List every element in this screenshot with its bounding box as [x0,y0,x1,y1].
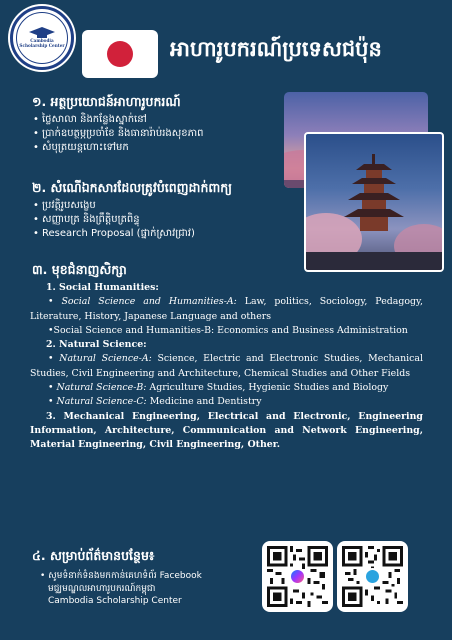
flag-sun [107,41,133,67]
majors-section [32,262,127,281]
benefits-section [32,94,203,155]
japan-flag [82,30,158,78]
natural-science-c: • Natural Science-C: Medicine and Dentistry [48,396,262,408]
majors-body [30,281,423,453]
natural-science-heading: 2. Natural Science: [46,339,147,351]
social-science-b: •Social Science and Humanities-B: Economics and Business Administration [48,324,408,336]
natural-science-b: • Natural Science-B: Agriculture Studies, Hygienic Studies and Biology [48,382,389,394]
documents-section [32,180,232,241]
contact-line: Cambodia Scholarship Center [48,596,182,606]
document-item: • ប្រវត្តិរូបសង្ខេប [32,199,232,213]
contact-line: • សូមទំនាក់ទំនងមកកាន់គេហទំព័រ Facebook [40,571,202,581]
majors-heading: ៣. មុខជំនាញសិក្សា [32,262,127,277]
benefit-item: • ថ្លៃសាលា និងកន្លែងស្នាក់នៅ [32,113,203,127]
engineering-fields: 3. Mechanical Engineering, Electrical and Electronic, Engineering Information, Architecture, Communication and Network Engineering, Material Engineering, Civil Engineering, Other. [30,410,423,451]
social-science-a: • Social Science and Humanities-A: Law, politics, Sociology, Pedagogy, Literature, History, Japanese Language and others [30,296,424,322]
messenger-qr-code[interactable] [262,541,333,612]
contact-line: មជ្ឈមណ្ឌលអាហារូបករណ៍កម្ពុជា [48,583,156,594]
contact-section [32,548,154,567]
logo-name: Cambodia Scholarship Center [19,38,65,48]
telegram-qr-code[interactable] [337,541,408,612]
scholarship-center-logo [10,6,74,70]
contact-info [40,570,202,608]
contact-heading: ៤. សម្រាប់ព័ត៌មានបន្ថែម៖ [32,548,155,563]
documents-heading: ២. សំណើឯកសារដែលត្រូវបំពេញដាក់ពាក្យ [32,180,232,195]
pagoda-photo [304,132,444,272]
document-item: • សញ្ញាបត្រ និងព្រឹត្តិបត្រពិន្ទុ [32,213,232,227]
social-humanities-heading: 1. Social Humanities: [46,282,159,293]
page-title: អាហារូបករណ៍ប្រទេសជប៉ុន [170,37,382,61]
document-item: • Research Proposal (ផ្នាក់ស្រាវជ្រាវ) [32,227,232,241]
messenger-icon [289,568,306,585]
telegram-icon [364,568,381,585]
benefits-heading: ១. អត្ថប្រយោជន៍អាហារូបករណ៍ [32,94,181,109]
benefit-item: • ប្រាក់ឧបត្ថម្ភប្រចាំខែ និងធានារ៉ាប់រងសុខភាព [32,127,203,141]
benefit-item: • សំបុត្រយន្តហោះទៅមក [32,141,203,155]
natural-science-a: • Natural Science-A: Science, Electric and Electronic Studies, Mechanical Studies, Civil Engineering and Architecture, Chemical Studies and Other Fields [30,353,423,379]
